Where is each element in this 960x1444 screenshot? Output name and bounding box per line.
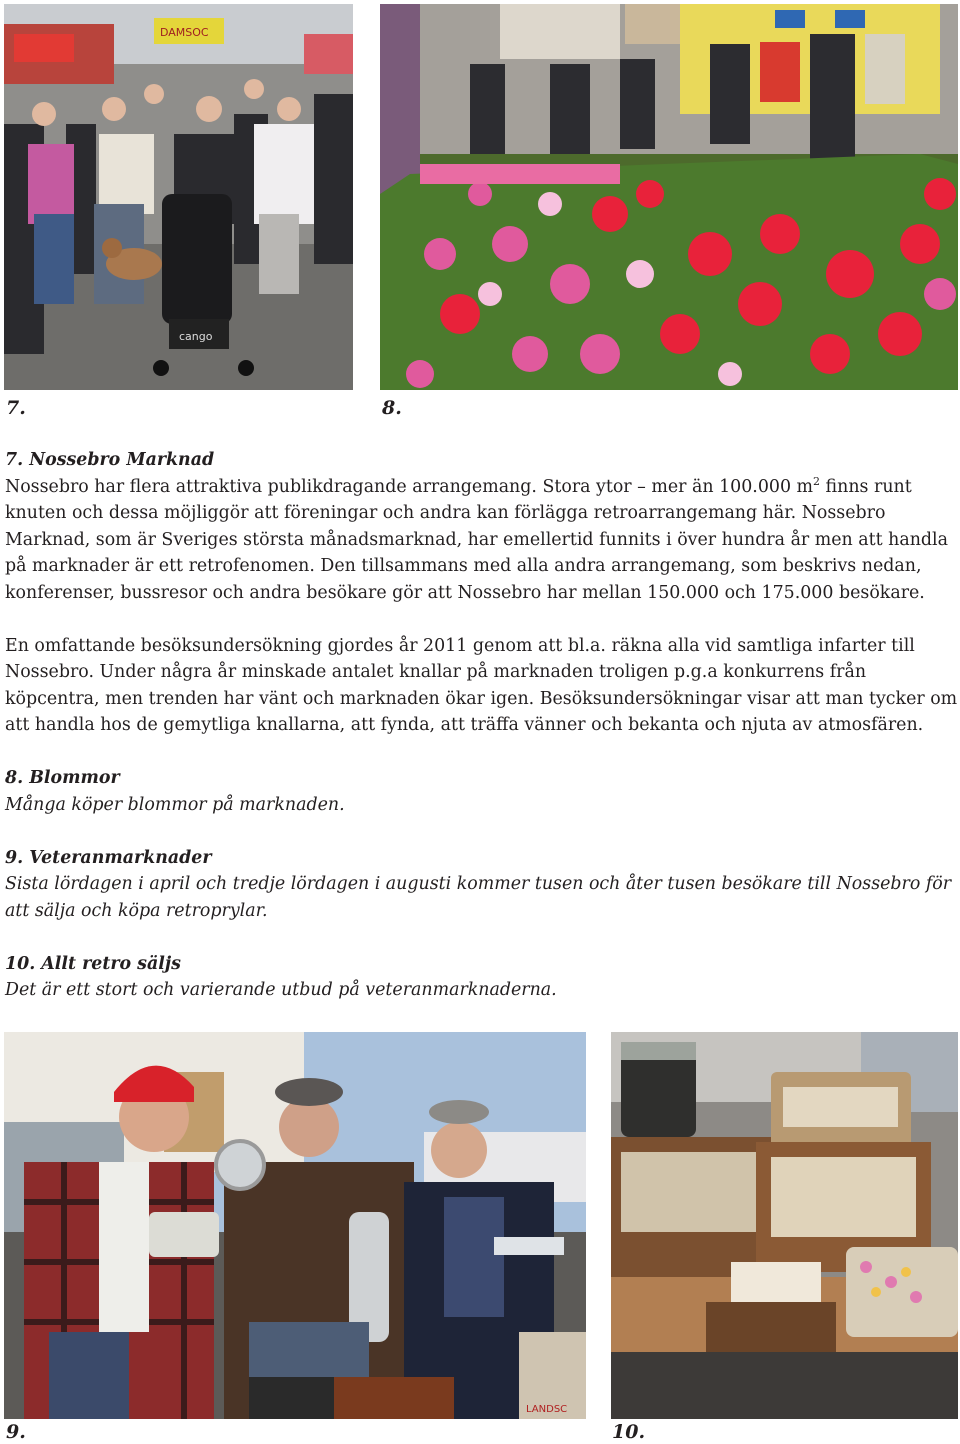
- section-7-text-a: Nossebro har flera attraktiva publikdragande arrangemang. Stora ytor – mer än 100.000 m: [5, 476, 814, 497]
- photo-retro-radios: [611, 1032, 958, 1419]
- section-8-body: Många köper blommor på marknaden.: [5, 794, 345, 815]
- section-10-body: Det är ett stort och varierande utbud på veteranmarknaderna.: [5, 980, 557, 1000]
- photo-market-crowd: [4, 4, 353, 390]
- photo-8-label: 8.: [382, 397, 402, 419]
- section-9-body: Sista lördagen i april och tredje lördagen i augusti kommer tusen och åter tusen besökare till Nossebro för att sälja och köpa retroprylar.: [5, 874, 952, 921]
- section-7-text-b: finns runt knuten och dessa möjliggör att föreningar och andra kan förlägga retroarrangemang här. Nossebro Marknad, som är Sveriges största månadsmarknad, har emellertid funnits i över hundra år men att handla på marknader är ett retrofenomen. Den tillsammans med alla andra arrangemang, som beskrivs nedan, konferenser, bussresor och andra besökare gör att Nossebro har mellan 150.000 och 175.000 besökare.: [5, 476, 948, 603]
- photo-three-sellers: [4, 1032, 586, 1419]
- box-text: LANDSC: [526, 1404, 568, 1415]
- section-7-heading: 7. Nossebro Marknad: [5, 450, 215, 470]
- photo-7-label: 7.: [6, 397, 26, 419]
- section-9-heading: 9. Veteranmarknader: [5, 847, 212, 868]
- stall-sign-text: DAMSOC: [160, 26, 209, 39]
- photo-10-label: 10.: [612, 1421, 646, 1443]
- section-8-heading: 8. Blommor: [5, 768, 120, 788]
- section-10-heading: 10. Allt retro säljs: [5, 953, 181, 974]
- section-7-paragraph-1: [5, 474, 960, 607]
- section-7-paragraph-2: En omfattande besöksundersökning gjordes år 2011 genom att bl.a. räkna alla vid samtliga infarter till Nossebro. Under några år minskade antalet knallar på marknaden troligen p.g.a konkurrens från köpcentra, men trenden har vänt och marknaden ökar igen. Besöksundersökningar visar att man tycker om att handla hos de gemytliga knallarna, att fynda, att träffa vänner och bekanta och njuta av atmosfären.: [5, 635, 958, 735]
- stroller-brand-text: cango: [179, 330, 213, 343]
- section-7-superscript: 2: [813, 474, 821, 488]
- photo-9-label: 9.: [6, 1421, 26, 1443]
- photo-flower-market: [380, 4, 958, 390]
- article-text: [5, 447, 960, 1004]
